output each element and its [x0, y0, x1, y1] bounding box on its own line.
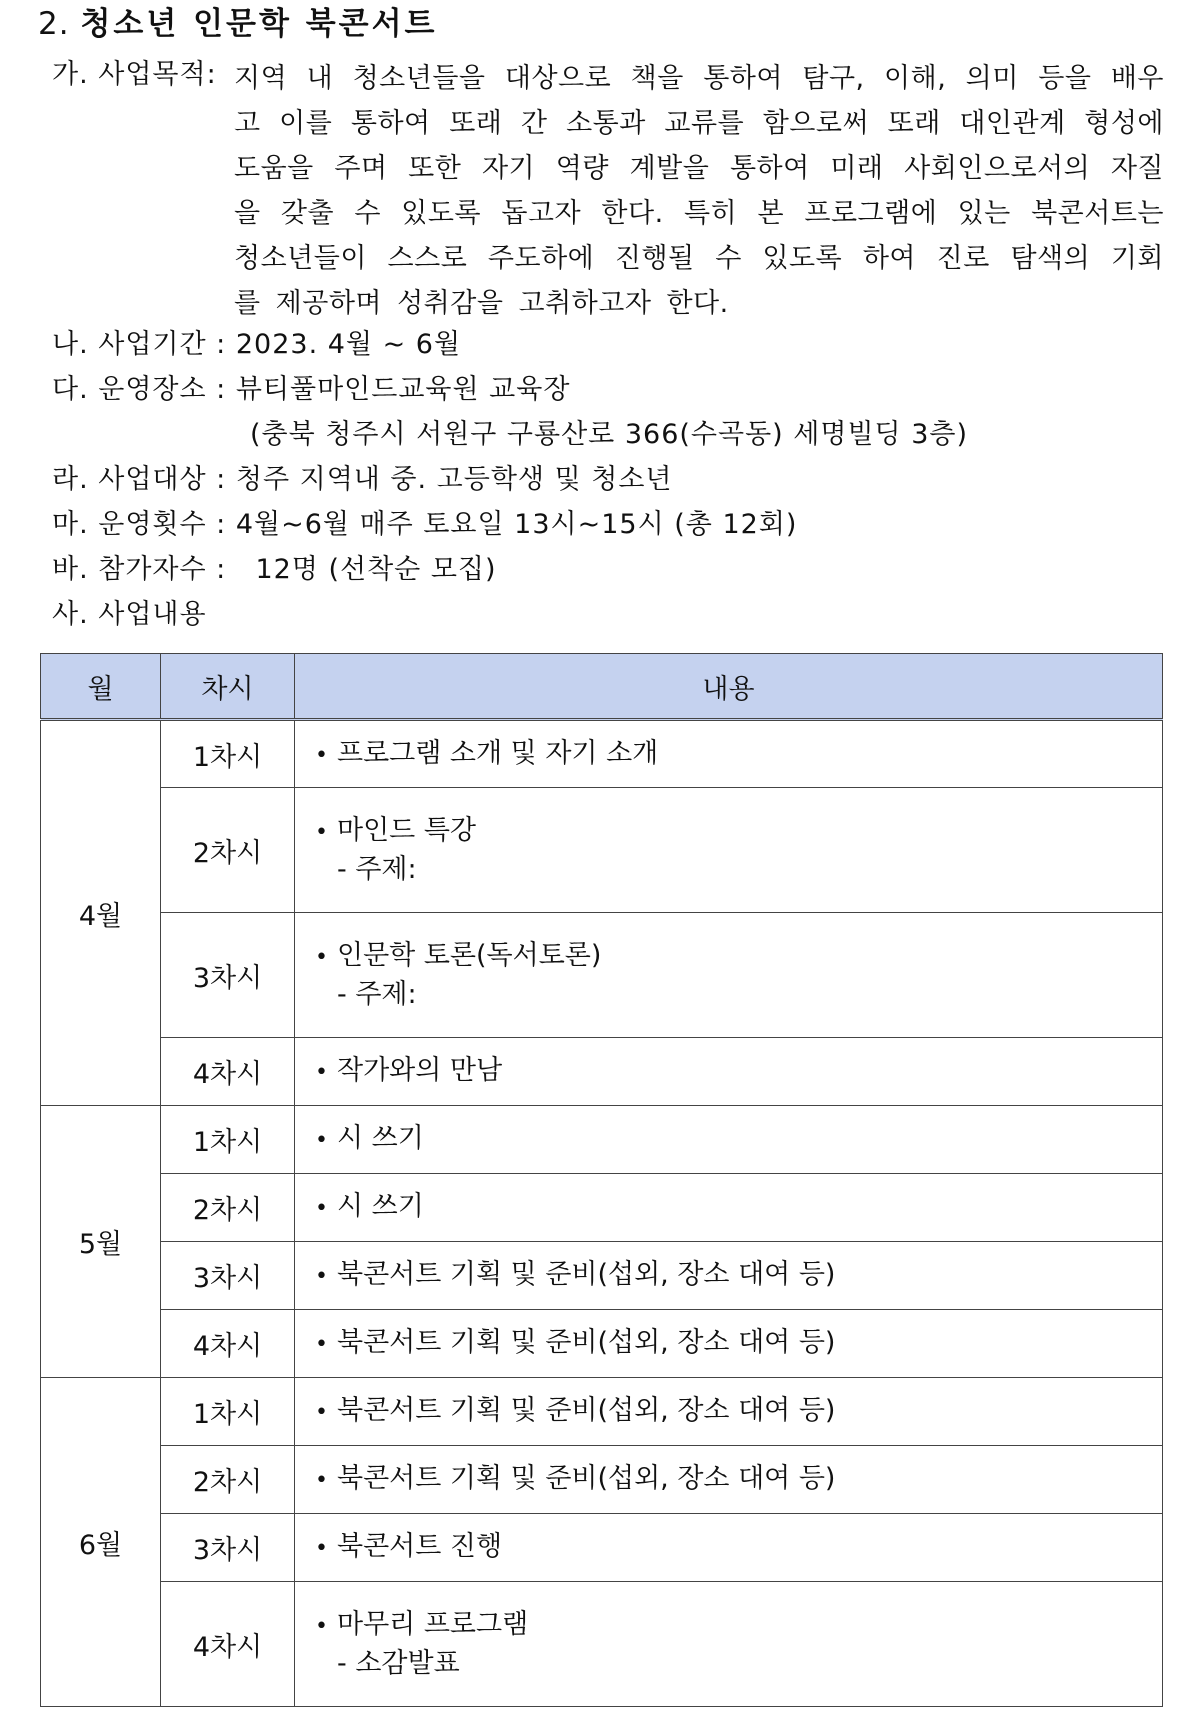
target-row	[52, 460, 673, 500]
content-text: 프로그램 소개 및 자기 소개	[337, 737, 659, 769]
purpose-line: 을 갖출 수 있도록 돕고자 한다. 특히 본 프로그램에 있는 북콘서트는	[234, 198, 1164, 229]
content-text: 작가와의 만남	[337, 1055, 503, 1086]
content-cell	[295, 1310, 1163, 1378]
period-row	[52, 325, 461, 365]
session-cell: 3차시	[161, 1242, 295, 1310]
content-cell	[295, 1106, 1163, 1174]
period-label: 나. 사업기간 :	[52, 329, 227, 360]
table-row	[41, 913, 1163, 1038]
table-row	[41, 1038, 1163, 1106]
session-cell: 3차시	[161, 1514, 295, 1582]
participants-value: 12명 (선착순 모집)	[255, 554, 497, 585]
section-title	[38, 2, 437, 46]
bullet-icon: •	[315, 1468, 328, 1493]
content-text: 시 쓰기	[337, 1123, 424, 1154]
sessions-label: 마. 운영횟수 :	[52, 509, 227, 540]
month-cell: 6월	[41, 1378, 161, 1707]
content-subtext: - 주제:	[337, 979, 417, 1010]
schedule-table	[40, 653, 1163, 1707]
content-cell	[295, 1378, 1163, 1446]
purpose-label: 가. 사업목적:	[52, 59, 217, 90]
venue-value: 뷰티풀마인드교육원 교육장	[235, 374, 571, 405]
bullet-icon: •	[315, 1332, 328, 1357]
bullet-icon: •	[315, 742, 328, 768]
bullet-icon: •	[315, 820, 328, 845]
month-cell: 5월	[41, 1106, 161, 1378]
content-cell	[295, 1514, 1163, 1582]
header-session: 차시	[161, 654, 295, 720]
content-text: 북콘서트 기획 및 준비(섭외, 장소 대여 등)	[337, 1259, 836, 1290]
sessions-row	[52, 505, 797, 545]
participants-label: 바. 참가자수 :	[52, 554, 227, 585]
bullet-icon: •	[315, 1060, 328, 1085]
section-title-text: 청소년 인문학 북콘서트	[80, 6, 438, 42]
section-number: 2.	[38, 6, 70, 42]
venue-label: 다. 운영장소 :	[52, 374, 227, 405]
content-cell	[295, 720, 1163, 788]
content-cell	[295, 1038, 1163, 1106]
content-cell	[295, 1242, 1163, 1310]
header-content: 내용	[295, 654, 1163, 720]
session-cell: 4차시	[161, 1038, 295, 1106]
target-value: 청주 지역내 중. 고등학생 및 청소년	[235, 464, 673, 495]
table-row	[41, 1514, 1163, 1582]
content-cell	[295, 788, 1163, 913]
content-text: 북콘서트 기획 및 준비(섭외, 장소 대여 등)	[337, 1463, 836, 1494]
table-row	[41, 788, 1163, 913]
session-cell: 1차시	[161, 1106, 295, 1174]
table-row	[41, 720, 1163, 788]
content-cell	[295, 1446, 1163, 1514]
content-text: 북콘서트 기획 및 준비(섭외, 장소 대여 등)	[337, 1327, 836, 1358]
bullet-icon: •	[315, 1400, 328, 1425]
bullet-icon: •	[315, 1614, 328, 1639]
table-row	[41, 1310, 1163, 1378]
bullet-icon: •	[315, 945, 328, 970]
purpose-line: 고 이를 통하여 또래 간 소통과 교류를 함으로써 또래 대인관계 형성에	[234, 108, 1164, 139]
venue-address: (충북 청주시 서원구 구룡산로 366(수곡동) 세명빌딩 3층)	[250, 419, 968, 450]
content-subtext: - 주제:	[337, 854, 417, 885]
session-cell: 4차시	[161, 1582, 295, 1707]
bullet-icon: •	[315, 1264, 328, 1289]
purpose-line: 지역 내 청소년들을 대상으로 책을 통하여 탐구, 이해, 의미 등을 배우	[234, 63, 1165, 94]
table-row	[41, 1174, 1163, 1242]
period-value: 2023. 4월 ~ 6월	[235, 329, 462, 360]
session-cell: 2차시	[161, 1174, 295, 1242]
content-cell	[295, 1174, 1163, 1242]
content-text: 북콘서트 진행	[337, 1531, 503, 1562]
bullet-icon: •	[315, 1128, 328, 1153]
table-row	[41, 1242, 1163, 1310]
content-subtext: - 소감발표	[337, 1648, 460, 1679]
content-cell	[295, 1582, 1163, 1707]
content-text: 시 쓰기	[337, 1191, 424, 1222]
session-cell: 2차시	[161, 1446, 295, 1514]
bullet-icon: •	[315, 1536, 328, 1561]
session-cell: 1차시	[161, 1378, 295, 1446]
month-cell: 4월	[41, 720, 161, 1106]
participants-row	[52, 550, 497, 590]
content-label: 사. 사업내용	[52, 599, 207, 630]
session-cell: 2차시	[161, 788, 295, 913]
table-row	[41, 1106, 1163, 1174]
purpose-body	[234, 56, 1164, 326]
session-cell: 4차시	[161, 1310, 295, 1378]
table-header-row	[41, 654, 1163, 720]
table-row	[41, 1378, 1163, 1446]
sessions-value: 4월~6월 매주 토요일 13시~15시 (총 12회)	[235, 509, 798, 540]
content-text: 마인드 특강	[337, 815, 476, 846]
table-row	[41, 1446, 1163, 1514]
content-text: 인문학 토론(독서토론)	[337, 940, 602, 971]
purpose-line: 청소년들이 스스로 주도하에 진행될 수 있도록 하여 진로 탐색의 기회	[234, 243, 1164, 274]
session-cell: 3차시	[161, 913, 295, 1038]
venue-row	[52, 370, 570, 410]
content-cell	[295, 913, 1163, 1038]
session-cell: 1차시	[161, 720, 295, 788]
target-label: 라. 사업대상 :	[52, 464, 227, 495]
content-text: 마무리 프로그램	[337, 1609, 529, 1640]
table-row	[41, 1582, 1163, 1707]
header-month: 월	[41, 654, 161, 720]
purpose-line: 를 제공하며 성취감을 고취하고자 한다.	[234, 288, 729, 319]
bullet-icon: •	[315, 1196, 328, 1221]
purpose-line: 도움을 주며 또한 자기 역량 계발을 통하여 미래 사회인으로서의 자질	[234, 153, 1164, 184]
content-text: 북콘서트 기획 및 준비(섭외, 장소 대여 등)	[337, 1395, 836, 1426]
